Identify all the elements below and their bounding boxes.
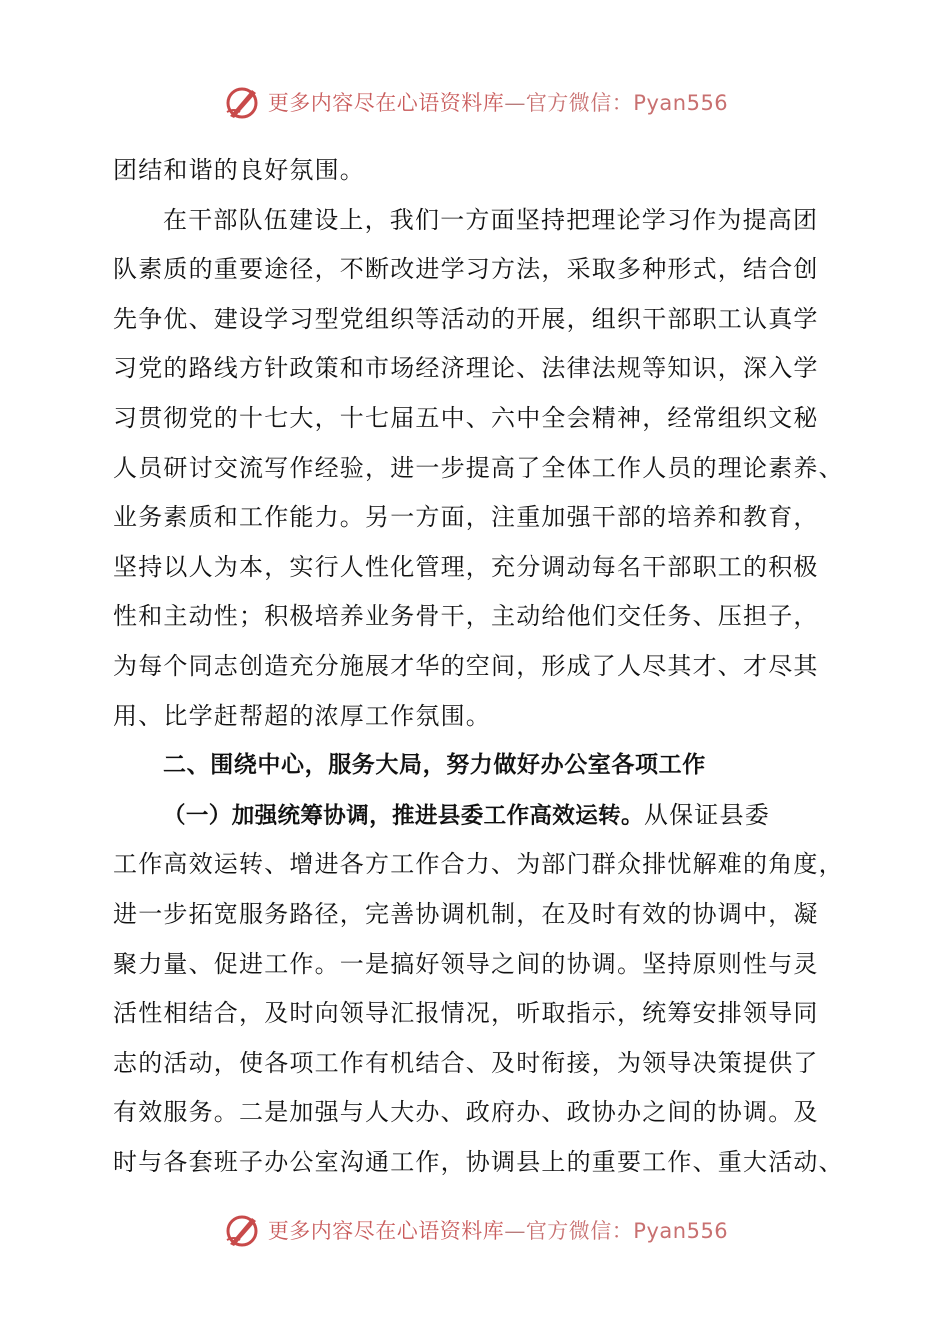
paragraph-line: 习党的路线方针政策和市场经济理论、法律法规等知识，深入学 <box>113 354 819 383</box>
pen-in-circle-icon <box>222 82 262 122</box>
paragraph-line: 业务素质和工作能力。另一方面，注重加强干部的培养和教育， <box>113 503 819 532</box>
paragraph-line: 人员研讨交流写作经验，进一步提高了全体工作人员的理论素养、 <box>113 453 844 482</box>
subsection-title: （一）加强统筹协调，推进县委工作高效运转。 <box>163 802 644 829</box>
paragraph-line: 队素质的重要途径，不断改进学习方法，采取多种形式，结合创 <box>113 255 819 284</box>
paragraph-line: 用、比学赶帮超的浓厚工作氛围。 <box>113 701 491 730</box>
paragraph-line: 习贯彻党的十七大，十七届五中、六中全会精神，经常组织文秘 <box>113 403 819 432</box>
subsection-text: 从保证县委 <box>643 800 770 829</box>
paragraph-line: 聚力量、促进工作。一是搞好领导之间的协调。坚持原则性与灵 <box>113 949 819 978</box>
paragraph-line: 活性相结合，及时向领导汇报情况，听取指示，统筹安排领导同 <box>113 999 819 1028</box>
subsection-lead <box>113 791 873 841</box>
paragraph-line: 进一步拓宽服务路径，完善协调机制，在及时有效的协调中，凝 <box>113 899 819 928</box>
watermark-banner-bottom <box>0 1208 950 1252</box>
paragraph-line: 先争优、建设学习型党组织等活动的开展，组织干部职工认真学 <box>113 304 819 333</box>
paragraph-line: 时与各套班子办公室沟通工作，协调县上的重要工作、重大活动、 <box>113 1147 844 1176</box>
paragraph-line: 为每个同志创造充分施展才华的空间，形成了人尽其才、才尽其 <box>113 651 819 680</box>
watermark-banner-top <box>0 80 950 124</box>
document-body <box>113 146 873 1187</box>
paragraph-line: 工作高效运转、增进各方工作合力、为部门群众排忧解难的角度， <box>113 850 844 879</box>
paragraph-line: 有效服务。二是加强与人大办、政府办、政协办之间的协调。及 <box>113 1098 819 1127</box>
watermark-text: 更多内容尽在心语资料库—官方微信：Pyan556 <box>267 1219 729 1243</box>
watermark-text: 更多内容尽在心语资料库—官方微信：Pyan556 <box>267 91 729 115</box>
paragraph-line: 坚持以人为本，实行人性化管理，充分调动每名干部职工的积极 <box>113 552 819 581</box>
paragraph-line: 在干部队伍建设上，我们一方面坚持把理论学习作为提高团 <box>163 205 819 234</box>
paragraph-line: 性和主动性；积极培养业务骨干，主动给他们交任务、压担子， <box>113 602 819 631</box>
paragraph-line: 志的活动，使各项工作有机结合、及时衔接，为领导决策提供了 <box>113 1048 819 1077</box>
pen-in-circle-icon <box>222 1210 262 1250</box>
section-heading: 二、围绕中心，服务大局，努力做好办公室各项工作 <box>163 752 706 779</box>
paragraph-line: 团结和谐的良好氛围。 <box>113 156 365 184</box>
